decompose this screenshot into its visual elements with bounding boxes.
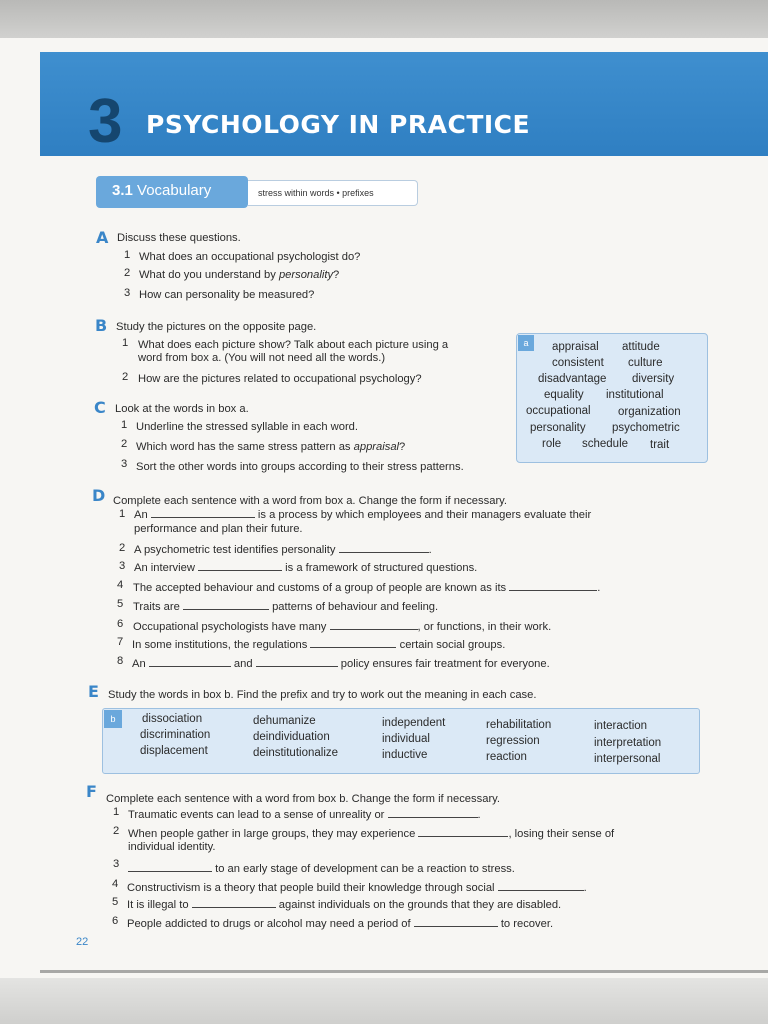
exercise-d-item: Occupational psychologists have many , or functions, in their work. <box>133 621 552 633</box>
box-b-word: interpersonal <box>594 753 661 765</box>
exercise-d-item: Traits are patterns of behaviour and feeling. <box>133 601 439 613</box>
box-a-word: equality <box>544 389 584 401</box>
exercise-a-letter: A <box>96 228 109 247</box>
box-b-word: inductive <box>382 749 428 761</box>
item-number: 1 <box>119 508 126 520</box>
box-b-word: interpretation <box>594 737 662 749</box>
item-number: 1 <box>113 806 120 818</box>
item-number: 4 <box>117 579 124 591</box>
item-number: 2 <box>119 542 126 554</box>
item-number: 1 <box>124 249 131 261</box>
answer-blank[interactable] <box>310 638 396 648</box>
exercise-b-letter: B <box>95 316 108 335</box>
item-number: 3 <box>121 458 128 470</box>
exercise-b-item: What does each picture show? Talk about each picture using a <box>138 339 449 351</box>
exercise-c-instruction: Look at the words in box a. <box>115 403 249 415</box>
answer-blank[interactable] <box>192 898 276 908</box>
exercise-f-item: Constructivism is a theory that people build their knowledge through social . <box>127 882 587 894</box>
item-number: 2 <box>121 438 128 450</box>
item-number: 8 <box>117 655 124 667</box>
exercise-f-item: Traumatic events can lead to a sense of unreality or . <box>128 809 481 821</box>
item-number: 4 <box>112 878 119 890</box>
box-b-word: reaction <box>486 751 527 763</box>
box-a-word: institutional <box>606 389 664 401</box>
answer-blank[interactable] <box>509 581 597 591</box>
item-number: 2 <box>124 267 131 279</box>
exercise-c-item: Sort the other words into groups according to their stress patterns. <box>136 461 464 473</box>
exercise-d-item: In some institutions, the regulations certain social groups. <box>132 639 506 651</box>
item-number: 5 <box>112 896 119 908</box>
bottom-shadow <box>0 978 768 1024</box>
bottom-rule <box>40 970 768 973</box>
exercise-c-item: Which word has the same stress pattern as appraisal? <box>136 441 406 453</box>
answer-blank[interactable] <box>339 543 429 553</box>
box-b-word: regression <box>486 735 540 747</box>
box-a-word: culture <box>628 357 663 369</box>
box-b-word: deindividuation <box>253 731 330 743</box>
item-number: 5 <box>117 598 124 610</box>
box-a-word: diversity <box>632 373 675 385</box>
exercise-a-item: How can personality be measured? <box>139 289 315 301</box>
exercise-d-item: A psychometric test identifies personality . <box>134 544 432 556</box>
box-a-word: trait <box>650 439 670 451</box>
answer-blank[interactable] <box>330 620 418 630</box>
exercise-d-instruction: Complete each sentence with a word from box a. Change the form if necessary. <box>113 495 508 507</box>
box-a-word: appraisal <box>552 341 599 353</box>
box-a-word: schedule <box>582 438 629 450</box>
box-b-word: interaction <box>594 720 648 732</box>
box-a-label: a <box>518 335 534 351</box>
exercise-a-instruction: Discuss these questions. <box>117 232 241 244</box>
item-number: 6 <box>117 618 124 630</box>
unit-banner <box>40 52 768 156</box>
answer-blank[interactable] <box>198 561 282 571</box>
box-b-word: displacement <box>140 745 208 757</box>
box-b-label: b <box>104 710 122 728</box>
item-number: 2 <box>122 371 129 383</box>
answer-blank[interactable] <box>418 827 508 837</box>
item-number: 7 <box>117 636 124 648</box>
exercise-c-item: Underline the stressed syllable in each word. <box>136 421 359 433</box>
box-a-word: organization <box>618 406 681 418</box>
exercise-f-item-cont: individual identity. <box>128 841 216 853</box>
item-number: 3 <box>119 560 126 572</box>
unit-number: 3 <box>88 87 123 156</box>
exercise-d-letter: D <box>92 486 106 505</box>
exercise-d-item: The accepted behaviour and customs of a group of people are known as its . <box>133 582 601 594</box>
box-a-word: psychometric <box>612 422 680 434</box>
box-b-word: discrimination <box>140 729 211 741</box>
box-b-word: individual <box>382 733 430 745</box>
answer-blank[interactable] <box>149 657 231 667</box>
item-number: 6 <box>112 915 119 927</box>
box-b-word: dehumanize <box>253 715 316 727</box>
section-number: 3.1 <box>112 182 133 199</box>
item-number: 2 <box>113 825 120 837</box>
exercise-e-instruction: Study the words in box b. Find the prefix and try to work out the meaning in each case. <box>108 689 537 701</box>
section-title <box>112 182 211 199</box>
box-a-word: disadvantage <box>538 373 607 385</box>
exercise-f-item: to an early stage of development can be a reaction to stress. <box>128 862 515 876</box>
box-a-word: occupational <box>526 405 591 417</box>
exercise-f-letter: F <box>86 782 97 801</box>
exercise-d-item: An is a process by which employees and their managers evaluate their <box>134 509 592 521</box>
answer-blank[interactable] <box>256 657 338 667</box>
box-b-word: dissociation <box>142 713 203 725</box>
box-b-word: independent <box>382 717 446 729</box>
box-a-word: role <box>542 438 562 450</box>
answer-blank[interactable] <box>128 862 212 872</box>
item-number: 1 <box>121 419 128 431</box>
box-b-word: deinstitutionalize <box>253 747 339 759</box>
exercise-f-item: When people gather in large groups, they may experience , losing their sense of <box>128 828 615 840</box>
exercise-f-instruction: Complete each sentence with a word from box b. Change the form if necessary. <box>106 793 501 805</box>
exercise-c-letter: C <box>94 398 106 417</box>
exercise-f-item: People addicted to drugs or alcohol may need a period of to recover. <box>127 918 554 930</box>
item-number: 1 <box>122 337 129 349</box>
page-number: 22 <box>76 936 89 948</box>
exercise-a-item: What do you understand by personality? <box>139 269 340 281</box>
unit-title: PSYCHOLOGY IN PRACTICE <box>146 110 531 139</box>
exercise-b-item: How are the pictures related to occupational psychology? <box>138 373 422 385</box>
exercise-b-instruction: Study the pictures on the opposite page. <box>116 321 317 333</box>
top-shadow <box>0 0 768 40</box>
box-a-word: personality <box>530 422 586 434</box>
exercise-d-item: An interview is a framework of structured questions. <box>134 562 478 574</box>
exercise-e-letter: E <box>88 682 99 701</box>
answer-blank[interactable] <box>498 881 584 891</box>
answer-blank[interactable] <box>183 600 269 610</box>
exercise-d-item-cont: performance and plan their future. <box>134 523 303 535</box>
item-number: 3 <box>124 287 131 299</box>
answer-blank[interactable] <box>414 917 498 927</box>
item-number: 3 <box>113 858 120 870</box>
box-a-word: attitude <box>622 341 660 353</box>
exercise-b-item-cont: word from box a. (You will not need all the words.) <box>138 352 386 364</box>
answer-blank[interactable] <box>388 808 478 818</box>
answer-blank[interactable] <box>151 508 255 518</box>
section-name: Vocabulary <box>137 182 212 199</box>
exercise-a-item: What does an occupational psychologist do? <box>139 251 361 263</box>
section-subtitle: stress within words • prefixes <box>248 180 418 206</box>
exercise-d-item: An and policy ensures fair treatment for everyone. <box>132 658 550 670</box>
exercise-f-item: It is illegal to against individuals on the grounds that they are disabled. <box>127 899 562 911</box>
box-b-word: rehabilitation <box>486 719 552 731</box>
box-a-word: consistent <box>552 357 604 369</box>
